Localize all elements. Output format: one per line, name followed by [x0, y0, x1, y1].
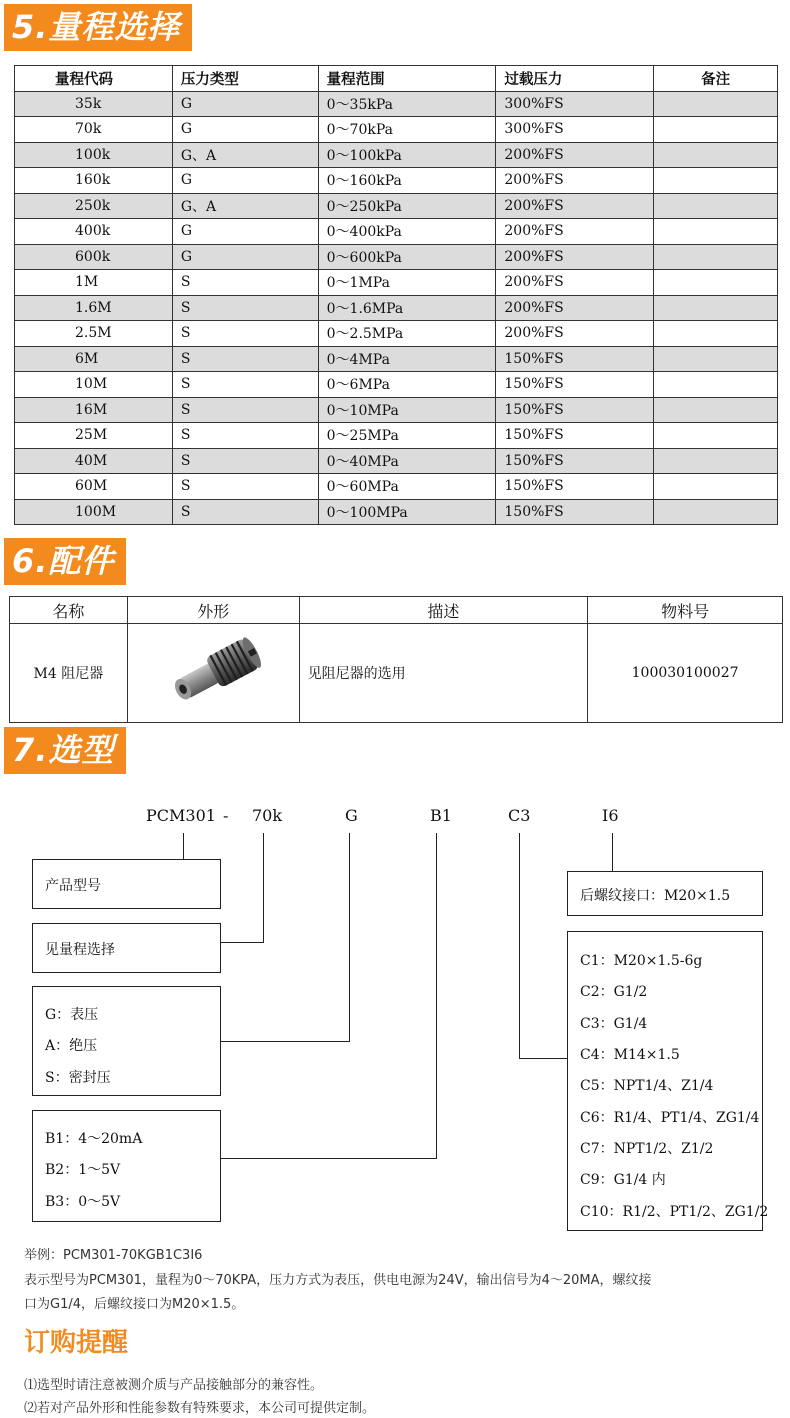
connector-type-h	[220, 1041, 350, 1042]
cell-range-code: 40M	[15, 448, 173, 474]
table-row	[10, 624, 783, 723]
code-rear: I6	[602, 806, 619, 825]
cell-remark	[654, 423, 778, 449]
cell-range-code: 250k	[15, 193, 173, 219]
cell-overload: 300%FS	[496, 117, 654, 143]
connector-model	[183, 833, 184, 859]
cell-pressure-type: S	[172, 474, 318, 500]
accessory-desc: 见阻尼器的选用	[299, 624, 587, 723]
cell-overload: 200%FS	[496, 219, 654, 245]
thread-c3: C3：G1/4	[580, 1016, 648, 1032]
cell-overload: 150%FS	[496, 423, 654, 449]
cell-range: 0～60MPa	[318, 474, 496, 500]
thread-c7: C7：NPT1/2、Z1/2	[580, 1141, 714, 1157]
thread-c1: C1：M20×1.5-6g	[580, 953, 703, 969]
cell-remark	[654, 117, 778, 143]
cell-pressure-type: S	[172, 346, 318, 372]
cell-pressure-type: G、A	[172, 142, 318, 168]
cell-range-code: 2.5M	[15, 321, 173, 347]
accessory-table	[9, 596, 783, 723]
connector-type-v	[349, 833, 350, 1042]
thread-c5: C5：NPT1/4、Z1/4	[580, 1078, 714, 1094]
cell-pressure-type: G、A	[172, 193, 318, 219]
example-line1: 举例：PCM301-70KGB1C3I6	[24, 1248, 203, 1263]
connector-range-v	[263, 833, 264, 943]
cell-pressure-type: G	[172, 219, 318, 245]
header-range-code: 量程代码	[15, 66, 173, 92]
box-type	[32, 986, 221, 1096]
cell-range: 0～35kPa	[318, 91, 496, 117]
type-a: A：绝压	[45, 1038, 98, 1054]
table-row	[15, 423, 778, 449]
cell-pressure-type: G	[172, 91, 318, 117]
cell-pressure-type: S	[172, 372, 318, 398]
cell-range-code: 35k	[15, 91, 173, 117]
cell-range-code: 70k	[15, 117, 173, 143]
cell-remark	[654, 295, 778, 321]
table-row	[15, 244, 778, 270]
range-table	[14, 65, 778, 525]
cell-range-code: 1M	[15, 270, 173, 296]
box-output	[32, 1110, 221, 1222]
header-overload: 过载压力	[496, 66, 654, 92]
cell-overload: 200%FS	[496, 168, 654, 194]
table-row	[15, 346, 778, 372]
thread-c9: C9：G1/4 内	[580, 1172, 666, 1188]
header-desc: 描述	[299, 597, 587, 624]
thread-c4: C4：M14×1.5	[580, 1047, 680, 1063]
table-row	[15, 91, 778, 117]
cell-remark	[654, 244, 778, 270]
cell-remark	[654, 372, 778, 398]
cell-pressure-type: S	[172, 448, 318, 474]
cell-range: 0～250kPa	[318, 193, 496, 219]
cell-remark	[654, 168, 778, 194]
cell-range-code: 10M	[15, 372, 173, 398]
cell-remark	[654, 91, 778, 117]
cell-range-code: 6M	[15, 346, 173, 372]
header-shape: 外形	[127, 597, 299, 624]
cell-overload: 150%FS	[496, 397, 654, 423]
cell-range-code: 100k	[15, 142, 173, 168]
section6-title: 6.配件	[4, 538, 126, 585]
code-range: 70k	[252, 806, 283, 825]
connector-thread-v	[519, 833, 520, 1059]
cell-overload: 200%FS	[496, 244, 654, 270]
cell-overload: 150%FS	[496, 346, 654, 372]
header-part-no: 物料号	[588, 597, 783, 624]
table-row	[15, 295, 778, 321]
connector-rear	[612, 833, 613, 871]
range-table-header	[15, 66, 778, 92]
thread-c6: C6：R1/4、PT1/4、ZG1/4	[580, 1110, 760, 1126]
order-title: 订购提醒	[24, 1328, 129, 1358]
code-thread: C3	[508, 806, 531, 825]
box-range-label: 见量程选择	[45, 942, 115, 958]
cell-remark	[654, 346, 778, 372]
cell-remark	[654, 219, 778, 245]
table-row	[15, 499, 778, 525]
cell-range: 0～25MPa	[318, 423, 496, 449]
cell-remark	[654, 474, 778, 500]
damper-image	[127, 624, 299, 723]
table-row	[15, 219, 778, 245]
accessory-name: M4 阻尼器	[10, 624, 128, 723]
cell-remark	[654, 448, 778, 474]
cell-overload: 150%FS	[496, 448, 654, 474]
accessory-part-no: 100030100027	[588, 624, 783, 723]
cell-pressure-type: S	[172, 270, 318, 296]
type-g: G：表压	[45, 1007, 99, 1023]
box-model	[32, 859, 221, 909]
header-pressure-type: 压力类型	[172, 66, 318, 92]
table-row	[15, 448, 778, 474]
cell-pressure-type: S	[172, 397, 318, 423]
cell-range-code: 25M	[15, 423, 173, 449]
section7-title: 7.选型	[4, 727, 126, 774]
code-model: PCM301	[146, 806, 216, 825]
cell-range: 0～100MPa	[318, 499, 496, 525]
header-remark: 备注	[654, 66, 778, 92]
cell-overload: 200%FS	[496, 193, 654, 219]
header-range: 量程范围	[318, 66, 496, 92]
cell-remark	[654, 321, 778, 347]
cell-overload: 300%FS	[496, 91, 654, 117]
table-row	[15, 372, 778, 398]
cell-range-code: 600k	[15, 244, 173, 270]
cell-remark	[654, 397, 778, 423]
cell-pressure-type: G	[172, 168, 318, 194]
cell-range: 0～600kPa	[318, 244, 496, 270]
thread-c2: C2：G1/2	[580, 984, 648, 1000]
connector-output-v	[436, 833, 437, 1159]
cell-range: 0～1MPa	[318, 270, 496, 296]
type-s: S：密封压	[45, 1070, 111, 1086]
cell-overload: 200%FS	[496, 295, 654, 321]
cell-range-code: 100M	[15, 499, 173, 525]
cell-range: 0～2.5MPa	[318, 321, 496, 347]
cell-range: 0～1.6MPa	[318, 295, 496, 321]
cell-range-code: 1.6M	[15, 295, 173, 321]
cell-range: 0～6MPa	[318, 372, 496, 398]
code-type: G	[345, 806, 358, 825]
cell-overload: 200%FS	[496, 142, 654, 168]
table-row	[15, 321, 778, 347]
example-line3: 口为G1/4，后螺纹接口为M20×1.5。	[24, 1297, 245, 1312]
output-b3: B3：0～5V	[45, 1194, 121, 1210]
cell-overload: 150%FS	[496, 474, 654, 500]
thread-c10: C10：R1/2、PT1/2、ZG1/2	[580, 1204, 769, 1220]
cell-pressure-type: G	[172, 117, 318, 143]
cell-range: 0～40MPa	[318, 448, 496, 474]
cell-remark	[654, 193, 778, 219]
box-model-label: 产品型号	[45, 878, 101, 894]
cell-range: 0～400kPa	[318, 219, 496, 245]
code-dash: -	[223, 806, 229, 825]
box-rear-label: 后螺纹接口：M20×1.5	[580, 888, 731, 904]
cell-overload: 150%FS	[496, 372, 654, 398]
cell-overload: 200%FS	[496, 321, 654, 347]
cell-pressure-type: S	[172, 295, 318, 321]
connector-output-h	[220, 1158, 437, 1159]
box-range	[32, 923, 221, 973]
cell-range: 0～4MPa	[318, 346, 496, 372]
order-note-1: ⑴选型时请注意被测介质与产品接触部分的兼容性。	[24, 1378, 324, 1393]
cell-pressure-type: S	[172, 499, 318, 525]
cell-remark	[654, 499, 778, 525]
code-output: B1	[430, 806, 452, 825]
table-row	[15, 117, 778, 143]
output-b2: B2：1～5V	[45, 1162, 121, 1178]
table-row	[15, 193, 778, 219]
connector-range-h	[220, 942, 264, 943]
cell-range: 0～70kPa	[318, 117, 496, 143]
table-row	[15, 142, 778, 168]
table-row	[15, 168, 778, 194]
cell-overload: 200%FS	[496, 270, 654, 296]
cell-range: 0～100kPa	[318, 142, 496, 168]
cell-range: 0～10MPa	[318, 397, 496, 423]
cell-range-code: 400k	[15, 219, 173, 245]
box-rear	[567, 871, 763, 916]
box-thread	[567, 931, 769, 1231]
cell-pressure-type: S	[172, 321, 318, 347]
cell-remark	[654, 142, 778, 168]
connector-thread-h	[519, 1058, 567, 1059]
example-line2: 表示型号为PCM301，量程为0～70KPA，压力方式为表压，供电电源为24V，输出信号为4～20MA，螺纹接	[24, 1273, 652, 1288]
section5-title: 5.量程选择	[4, 4, 192, 51]
order-note-2: ⑵若对产品外形和性能参数有特殊要求，本公司可提供定制。	[24, 1401, 376, 1416]
cell-overload: 150%FS	[496, 499, 654, 525]
table-row	[15, 474, 778, 500]
damper-icon	[158, 626, 268, 716]
table-row	[15, 270, 778, 296]
cell-pressure-type: G	[172, 244, 318, 270]
cell-range: 0～160kPa	[318, 168, 496, 194]
cell-range-code: 60M	[15, 474, 173, 500]
cell-range-code: 160k	[15, 168, 173, 194]
cell-pressure-type: S	[172, 423, 318, 449]
cell-range-code: 16M	[15, 397, 173, 423]
table-row	[15, 397, 778, 423]
output-b1: B1：4～20mA	[45, 1131, 143, 1147]
header-name: 名称	[10, 597, 128, 624]
cell-remark	[654, 270, 778, 296]
